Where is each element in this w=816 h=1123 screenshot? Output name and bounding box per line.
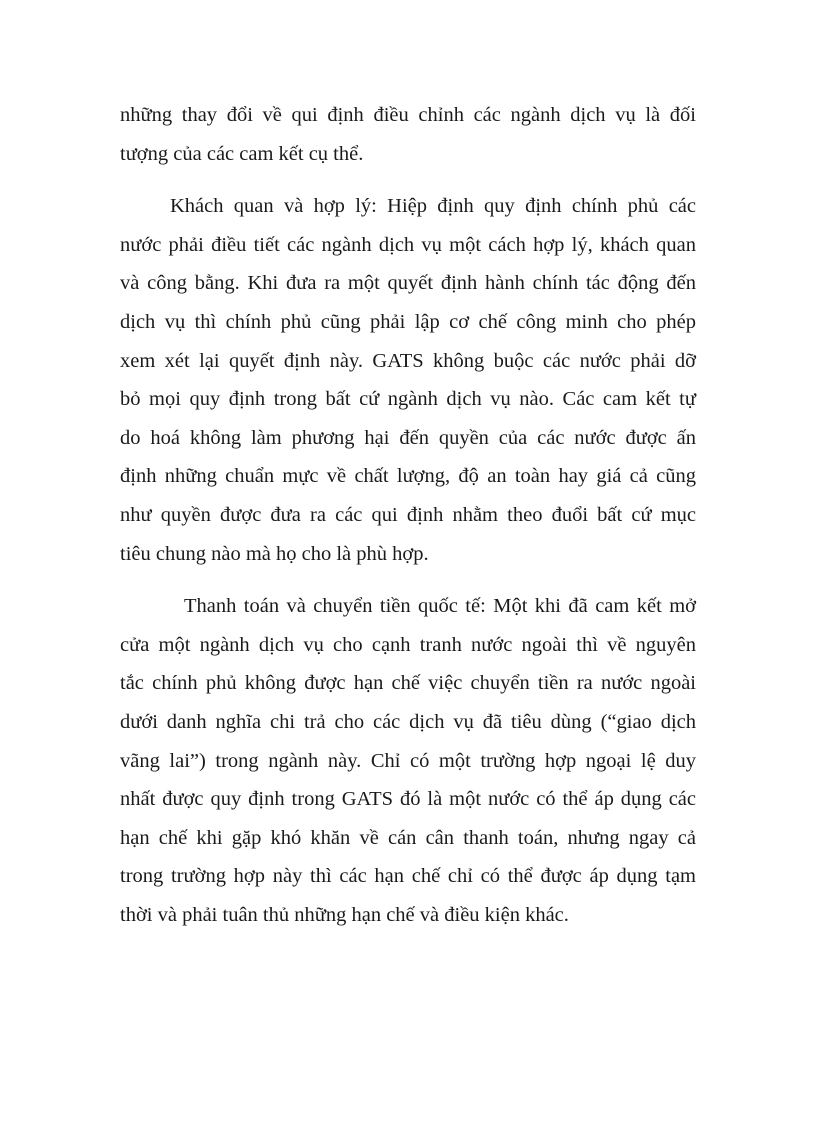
document-body — [120, 96, 696, 934]
paragraph-line: những thay đổi về qui định điều chỉnh các ngành dịch vụ là đối — [120, 104, 696, 126]
paragraph-2 — [120, 187, 696, 573]
paragraph-line: định những chuẩn mực về chất lượng, độ an toàn hay giá cả cũng — [120, 465, 696, 488]
paragraph-spacing — [120, 173, 696, 187]
paragraph-line: hạn chế khi gặp khó khăn về cán cân thanh toán, nhưng ngay cả — [120, 826, 696, 849]
paragraph-line: bỏ mọi quy định trong bất cứ ngành dịch vụ nào. Các cam kết tự — [120, 388, 696, 411]
paragraph-line: Khách quan và hợp lý: Hiệp định quy định chính phủ các — [170, 195, 696, 218]
paragraph-line: và công bằng. Khi đưa ra một quyết định hành chính tác động đến — [120, 272, 696, 295]
paragraph-line: vãng lai”) trong ngành này. Chỉ có một trường hợp ngoại lệ duy — [120, 749, 696, 772]
paragraph-line: trong trường hợp này thì các hạn chế chỉ có thể được áp dụng tạm — [120, 865, 696, 888]
paragraph-spacing — [120, 573, 696, 587]
paragraph-line: nước phải điều tiết các ngành dịch vụ một cách hợp lý, khách quan — [120, 233, 696, 256]
paragraph-line: xem xét lại quyết định này. GATS không buộc các nước phải dỡ — [120, 349, 696, 372]
paragraph-line: dịch vụ thì chính phủ cũng phải lập cơ chế công minh cho phép — [120, 310, 696, 333]
paragraph-line: do hoá không làm phương hại đến quyền của các nước được ấn — [120, 426, 696, 449]
paragraph-line: thời và phải tuân thủ những hạn chế và điều kiện khác. — [120, 903, 569, 926]
paragraph-line: dưới danh nghĩa chi trả cho các dịch vụ đã tiêu dùng (“giao dịch — [120, 710, 696, 733]
paragraph-line: cửa một ngành dịch vụ cho cạnh tranh nước ngoài thì về nguyên — [120, 633, 696, 656]
paragraph-line: như quyền được đưa ra các qui định nhằm theo đuổi bất cứ mục — [120, 503, 696, 526]
paragraph-line: nhất được quy định trong GATS đó là một nước có thể áp dụng các — [120, 788, 696, 811]
paragraph-line: tắc chính phủ không được hạn chế việc chuyển tiền ra nước ngoài — [120, 672, 696, 695]
paragraph-line: Thanh toán và chuyển tiền quốc tế: Một khi đã cam kết mở — [184, 595, 696, 618]
paragraph-1 — [120, 96, 696, 173]
paragraph-3 — [120, 587, 696, 934]
paragraph-line: tiêu chung nào mà họ cho là phù hợp. — [120, 542, 429, 565]
paragraph-line: tượng của các cam kết cụ thể. — [120, 142, 364, 165]
